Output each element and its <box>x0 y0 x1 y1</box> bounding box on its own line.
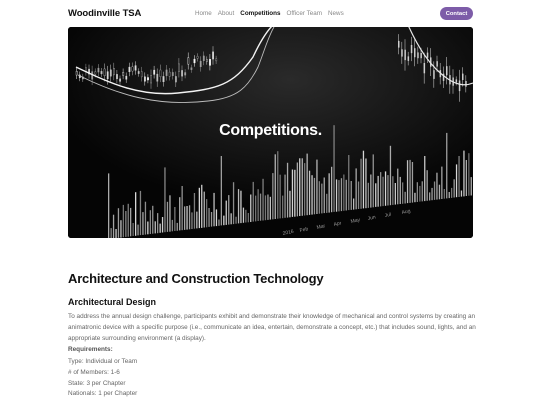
volume-bar <box>174 207 175 231</box>
axis-tick-label: Mar <box>316 223 326 231</box>
candle-body <box>424 63 426 73</box>
volume-bar <box>422 181 423 201</box>
candle-body <box>166 70 167 76</box>
volume-bar <box>365 159 366 209</box>
candle-body <box>123 72 124 75</box>
volume-bar <box>262 179 263 221</box>
candle-body <box>420 53 422 58</box>
volume-bar <box>115 229 116 238</box>
volume-bar <box>385 171 386 205</box>
volume-bar <box>382 177 383 206</box>
volume-bar <box>272 173 273 219</box>
volume-bar <box>336 179 337 211</box>
volume-bar <box>152 206 153 234</box>
candle-body <box>132 67 133 71</box>
volume-bar <box>297 163 298 217</box>
candle-body <box>147 78 148 81</box>
volume-bar <box>356 168 357 209</box>
candle-body <box>160 70 161 77</box>
candle-body <box>456 79 458 82</box>
volume-bar <box>182 186 183 230</box>
volume-bar <box>370 175 371 208</box>
hero-title: Competitions. <box>219 122 322 139</box>
volume-bar <box>436 173 437 200</box>
volume-bar <box>260 194 261 221</box>
candle-body <box>209 59 210 65</box>
candle-body <box>191 68 192 70</box>
volume-bar <box>147 222 148 235</box>
volume-bar <box>414 193 415 202</box>
volume-bar <box>194 193 195 229</box>
volume-bar <box>277 151 278 219</box>
volume-bar <box>218 220 219 226</box>
candle-body <box>101 71 102 74</box>
volume-bar <box>311 175 312 214</box>
volume-bar <box>270 197 271 220</box>
volume-bar <box>123 205 124 237</box>
volume-bar <box>419 186 420 202</box>
volume-bar <box>387 175 388 205</box>
volume-bar <box>223 216 224 226</box>
volume-bar <box>120 220 121 237</box>
volume-bar <box>240 191 241 223</box>
volume-bar <box>201 185 202 228</box>
volume-bar <box>155 221 156 233</box>
volume-bar <box>213 193 214 226</box>
volume-bar <box>329 173 330 212</box>
candle-body <box>172 72 173 75</box>
candle-body <box>119 79 120 82</box>
volume-bar <box>378 176 379 207</box>
candle-body <box>157 74 158 81</box>
candle-body <box>446 66 448 75</box>
requirement-type: Type: Individual or Team <box>68 358 138 365</box>
candle-body <box>113 68 114 75</box>
volume-bar <box>368 183 369 208</box>
candle-body <box>107 72 108 79</box>
volume-bar <box>228 195 229 225</box>
candle-body <box>459 81 461 92</box>
volume-bar <box>427 170 428 201</box>
volume-bar <box>441 167 442 199</box>
candle-body <box>398 41 400 48</box>
volume-bar <box>172 220 173 231</box>
volume-bar <box>284 175 285 218</box>
volume-bar <box>461 191 462 197</box>
volume-bar <box>142 212 143 235</box>
volume-bar <box>137 225 138 236</box>
volume-bar <box>111 228 112 238</box>
volume-bar <box>395 183 396 205</box>
hero-banner <box>68 27 473 238</box>
volume-bar <box>446 133 447 199</box>
candle-body <box>200 61 201 67</box>
candle-body <box>126 76 127 79</box>
candle-body <box>216 59 217 61</box>
volume-bar <box>199 188 200 228</box>
volume-bar <box>373 154 374 207</box>
candle-body <box>175 76 176 82</box>
top-navbar <box>0 0 540 27</box>
volume-bar <box>434 182 435 200</box>
volume-bar <box>267 195 268 220</box>
volume-bar <box>463 151 464 197</box>
volume-bar <box>258 189 259 221</box>
candle-body <box>116 74 117 79</box>
requirement-state: State: 3 per Chapter <box>68 379 126 387</box>
volume-bar <box>140 191 141 235</box>
volume-bar <box>397 169 398 205</box>
volume-bar <box>307 154 308 216</box>
nav-item-officer-team[interactable]: Officer Team <box>286 10 322 17</box>
volume-bar <box>321 184 322 214</box>
volume-bar <box>449 192 450 198</box>
volume-bar <box>294 170 295 217</box>
volume-bar <box>245 210 246 223</box>
volume-bar <box>424 156 425 201</box>
volume-bar <box>243 208 244 223</box>
candle-body <box>411 45 413 53</box>
volume-bar <box>429 192 430 200</box>
candle-body <box>203 56 204 61</box>
event-description: To address the annual design challenge, participants exhibit and demonstrate their knowledge of mechanical and control systems by creating an animatronic device with a specific purpose (i.e., communicate an idea, entertain, demonstrate a concept, etc.) that includes sound, lights, and an appropriate surrounding environment (a display). <box>68 313 476 342</box>
candle-body <box>95 72 96 75</box>
volume-bar <box>160 224 161 233</box>
volume-bar <box>309 171 310 215</box>
candle-body <box>76 71 77 75</box>
volume-bar <box>275 154 276 219</box>
volume-bar <box>375 183 376 207</box>
volume-bar <box>353 199 354 210</box>
volume-bar <box>179 197 180 230</box>
volume-bar <box>409 160 410 203</box>
candle-body <box>144 77 145 82</box>
volume-bar <box>108 173 109 238</box>
volume-bar <box>255 196 256 222</box>
nav-item-home[interactable]: Home <box>195 10 212 17</box>
volume-bar <box>235 217 236 224</box>
volume-bar <box>304 163 305 215</box>
volume-bar <box>343 175 344 211</box>
volume-bar <box>468 153 469 196</box>
volume-bar <box>454 179 455 197</box>
volume-bar <box>319 181 320 214</box>
volume-bar <box>125 211 126 237</box>
volume-bar <box>128 204 129 237</box>
volume-bar <box>184 206 185 230</box>
volume-bar <box>331 167 332 212</box>
candle-body <box>181 70 182 76</box>
volume-bar <box>150 210 151 234</box>
volume-bar <box>186 206 187 230</box>
axis-tick-label: Jun <box>367 214 377 222</box>
volume-bar <box>360 159 361 209</box>
axis-tick-label: Jul <box>384 211 392 219</box>
volume-bar <box>145 202 146 235</box>
candle-body <box>401 49 403 56</box>
candle-body <box>414 48 416 57</box>
volume-bar <box>282 196 283 219</box>
volume-bar <box>326 194 327 213</box>
volume-bar <box>351 181 352 210</box>
candle-body <box>104 69 105 76</box>
volume-bar <box>177 223 178 231</box>
requirement-nationals: Nationals: 1 per Chapter <box>68 390 138 398</box>
candle-body <box>417 52 419 58</box>
volume-bar <box>402 182 403 203</box>
candle-body <box>169 72 170 76</box>
volume-bar <box>412 162 413 203</box>
candle-body <box>197 56 198 58</box>
volume-bar <box>390 146 391 205</box>
candle-body <box>129 67 130 72</box>
candle-body <box>185 73 186 76</box>
volume-bar <box>451 188 452 198</box>
volume-bar <box>216 209 217 226</box>
axis-tick-label: Aug <box>401 208 412 216</box>
volume-bar <box>250 195 251 223</box>
volume-bar <box>208 208 209 227</box>
volume-bar <box>392 176 393 205</box>
volume-bar <box>133 223 134 236</box>
volume-bar <box>417 182 418 202</box>
volume-bar <box>338 180 339 211</box>
volume-bar <box>221 156 222 225</box>
volume-bar <box>253 182 254 222</box>
volume-bar <box>471 177 472 195</box>
volume-bar <box>405 192 406 204</box>
candle-body <box>212 52 213 59</box>
axis-tick-label: Apr <box>333 220 343 228</box>
candle-body <box>138 71 139 73</box>
volume-bar <box>400 177 401 204</box>
volume-bar <box>167 202 168 232</box>
candle-body <box>408 56 410 61</box>
volume-bar <box>380 172 381 206</box>
candle-body <box>462 74 464 80</box>
volume-bar <box>324 178 325 214</box>
volume-bar <box>287 163 288 218</box>
volume-bar <box>164 167 165 232</box>
volume-bar <box>211 212 212 227</box>
volume-bar <box>341 178 342 211</box>
contact-button[interactable]: Contact <box>440 7 473 20</box>
volume-bar <box>118 208 119 238</box>
volume-bar <box>358 182 359 210</box>
volume-bar <box>238 189 239 223</box>
volume-bar <box>299 158 300 216</box>
candle-body <box>433 70 435 79</box>
nav-item-competitions[interactable]: Competitions <box>240 10 281 17</box>
candle-body <box>206 59 207 61</box>
requirement-members: # of Members: 1-6 <box>68 368 120 376</box>
candle-body <box>141 72 142 77</box>
volume-bar <box>265 195 266 220</box>
nav-item-about[interactable]: About <box>217 10 235 17</box>
candle-body <box>436 61 438 66</box>
volume-bar <box>289 191 290 218</box>
candle-body <box>427 53 429 58</box>
candle-body <box>150 75 151 83</box>
volume-bar <box>407 160 408 203</box>
volume-bar <box>189 205 190 229</box>
volume-bar <box>456 164 457 197</box>
volume-bar <box>204 192 205 228</box>
volume-bar <box>316 160 317 214</box>
site-brand[interactable]: Woodinville TSA <box>68 8 142 19</box>
volume-bar <box>302 158 303 216</box>
volume-bar <box>466 160 467 196</box>
volume-bar <box>206 199 207 227</box>
candle-body <box>110 70 111 76</box>
volume-bar <box>231 213 232 224</box>
candle-body <box>404 50 406 60</box>
volume-bar <box>363 151 364 209</box>
volume-bar <box>113 215 114 238</box>
volume-bar <box>135 192 136 236</box>
volume-bar <box>191 212 192 229</box>
requirements-label: Requirements: <box>68 346 113 353</box>
nav-item-news[interactable]: News <box>327 10 344 17</box>
volume-bar <box>444 189 445 199</box>
volume-bar <box>233 182 234 224</box>
candle-body <box>163 76 164 81</box>
volume-bar <box>314 178 315 214</box>
requirements-list <box>68 357 137 400</box>
volume-bar <box>348 155 349 210</box>
section-title: Architecture and Construction Technology <box>68 271 324 286</box>
axis-tick-label: 2016 <box>282 228 295 237</box>
volume-bar <box>431 188 432 200</box>
volume-bar <box>458 156 459 197</box>
candle-body <box>194 59 195 63</box>
volume-bar <box>169 195 170 231</box>
volume-bar <box>157 213 158 233</box>
volume-bar <box>439 185 440 200</box>
candle-body <box>178 64 179 72</box>
volume-bar <box>196 212 197 229</box>
nav-menu <box>195 10 344 17</box>
volume-bar <box>162 217 163 233</box>
candle-body <box>98 68 99 72</box>
volume-bar <box>346 180 347 211</box>
axis-tick-label: Feb <box>299 226 309 234</box>
volume-bar <box>292 170 293 217</box>
volume-bar <box>248 213 249 222</box>
candle-body <box>188 58 189 64</box>
candle-body <box>465 81 467 87</box>
volume-bar <box>130 208 131 236</box>
volume-bar <box>226 201 227 225</box>
axis-tick-label: May <box>350 217 361 225</box>
event-title: Architectural Design <box>68 297 157 307</box>
candle-body <box>154 70 155 74</box>
candle-body <box>135 66 136 71</box>
volume-bar <box>280 175 281 219</box>
